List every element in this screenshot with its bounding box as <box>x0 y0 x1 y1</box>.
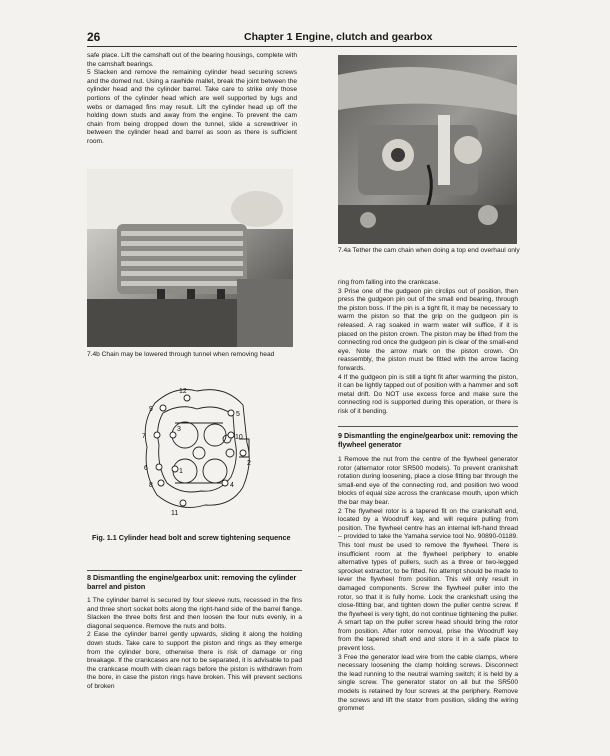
bolt-label: 2 <box>247 460 251 467</box>
paragraph: 1 Remove the nut from the centre of the flywheel generator rotor (alternator rotor SR500 models). To prevent crankshaft rotation during loosening, place a close fitting bar through the small-end eye of the connecting rod, and position two wood blocks of equal size across the crankcase mouth, upon which the bar may bear. <box>338 456 518 506</box>
photo-caption-7-4b: 7.4b Chain may be lowered through tunnel when removing head <box>87 351 275 358</box>
paragraph: ring from falling into the crankcase. <box>338 279 441 286</box>
page-number: 26 <box>87 30 101 44</box>
paragraph: 2 The flywheel rotor is a tapered fit on the crankshaft end, located by a Woodruff key, and will require pulling from position. The flywheel centre has an internal left-hand thread – provided to take the Yamaha service tool No. 90890-01189. This tool must be used to remove the flywheel. There is insufficient room at the flywheel periphery to enable alternative types of pullers, such as a three or two-legged sprocket extractor, to be fitted. No attempt should be made to lever the flywheel from position. This will only result in damaged components. Screw the flywheel puller into the rotor, so that it is fully home. Lock the crankshaft using the close-fitting bar, and tighten down the puller centre screw. If the flywheel is very tight, do not continue tightening the puller. A smart tap on the puller screw head should bring the rotor from position. After rotor removal, prise the Woodruff key from the tapered shaft end and store it in a safe place to prevent loss. <box>338 507 518 653</box>
paragraph: safe place. Lift the camshaft out of the bearing housings, complete with the camshaft bearings. <box>87 52 297 68</box>
paragraph: 5 Slacken and remove the remaining cylinder head securing screws and the domed nut. Using a rawhide mallet, break the joint between the cylinder head and the cylinder barrel. Take care to strike only those portions of the cylinder head which are well supported by lugs and webs or damaged fins may result. Lift the cylinder head up off the holding down studs and away from the engine. To prevent the cam chain from being dropped down the tunnel, slide a screwdriver in between the cylinder head and barrel as soon as there is sufficient room. <box>87 69 297 145</box>
bolt-label: 10 <box>235 434 243 441</box>
bolt-label: 1 <box>179 468 183 475</box>
section-8-text <box>87 597 302 692</box>
section-rule <box>87 570 302 571</box>
bolt-label: 5 <box>236 411 240 418</box>
bolt-label: 6 <box>144 465 148 472</box>
photo-caption-7-4a: 7.4a Tether the cam chain when doing a top end overhaul only <box>338 247 520 254</box>
bolt-label: 9 <box>149 406 153 413</box>
paragraph: 2 Ease the cylinder barrel gently upwards, sliding it along the holding down studs. Take care to support the piston and rings as they emerge from the cylinder bore, otherwise there is risk of damage or ring breakage. If the crankcases are not to be separated, it is advisable to pad the crankcase mouth with clean rags before the piston is withdrawn from the bore, in case the piston rings have broken. This will prevent sections of broken <box>87 631 302 690</box>
paragraph: 4 If the gudgeon pin is still a tight fit after warming the piston, it can be lightly tapped out of position with a hammer and soft metal drift. Do NOT use excess force and make sure the connecting rod is supported during this operation, or there is risk of it bending. <box>338 373 518 415</box>
section-9-heading: 9 Dismantling the engine/gearbox unit: removing the flywheel generator <box>338 431 518 449</box>
cylinder-head-diagram <box>135 383 260 518</box>
left-top-text <box>87 52 297 147</box>
bolt-label: 3 <box>177 426 181 433</box>
paragraph: 3 Free the generator lead wire from the cable clamps, where necessary loosening the clamp holding screws. Disconnect the lead running to the neutral warning switch; it is held by a single screw. The generator stator on all but the SR500 models is retained by four screws at the periphery. Remove the screws and lift the stator from position, sliding the wiring grommet <box>338 653 518 713</box>
section-8-heading: 8 Dismantling the engine/gearbox unit: removing the cylinder barrel and piston <box>87 573 297 591</box>
chapter-title: Chapter 1 Engine, clutch and gearbox <box>244 31 433 43</box>
photo-tether-cam-chain <box>338 55 517 244</box>
bolt-label: 4 <box>230 482 234 489</box>
photo-chain-lowered <box>87 169 293 347</box>
section-9-text <box>338 456 518 714</box>
paragraph: 3 Prise one of the gudgeon pin circlips out of position, then press the gudgeon pin out of the small end bearing, through the piston boss. If the pin is a tight fit, it may be necessary to warm the piston so that the grip on the gudgeon pin is released. A rag soaked in warm water will suffice, if it is placed on the piston crown. The piston may be lifted from the connecting rod once the gudgeon pin is clear of the small-end eye. Note the arrow mark on the piston crown. On reassembly, the piston must be fitted with the arrow facing forwards. <box>338 287 518 372</box>
bolt-label: 11 <box>171 510 179 517</box>
figure-caption: Fig. 1.1 Cylinder head bolt and screw tightening sequence <box>92 533 291 542</box>
bolt-label: 8 <box>149 482 153 489</box>
bolt-label: 12 <box>179 388 187 395</box>
section-rule <box>338 426 518 427</box>
right-mid-text <box>338 279 518 417</box>
bolt-label: 7 <box>142 433 146 440</box>
paragraph: 1 The cylinder barrel is secured by four sleeve nuts, recessed in the fins and three short socket bolts along the right-hand side of the barrel flange. Slacken the three bolts first and then loosen the four nuts evenly, in a diagonal sequence. Remove the nuts and bolts. <box>87 597 302 630</box>
header-rule <box>87 46 517 47</box>
